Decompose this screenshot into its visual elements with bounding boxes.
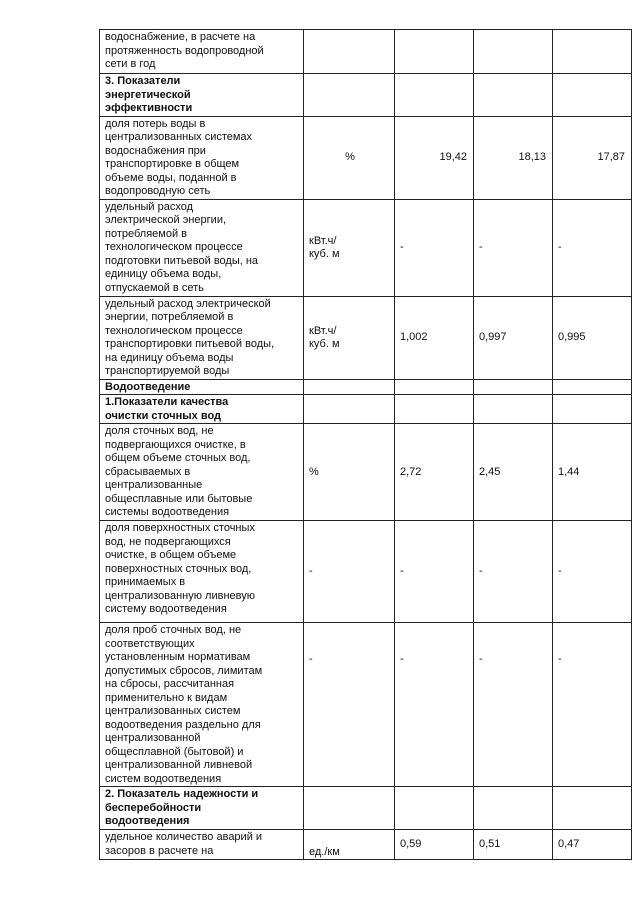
value-cell: 1,002 — [395, 296, 474, 379]
indicators-document — [99, 29, 625, 860]
value-cell: - — [553, 623, 632, 787]
value-cell — [553, 74, 632, 117]
value-cell — [553, 787, 632, 830]
unit-cell: ед./км — [304, 830, 395, 860]
section-heading: 2. Показатель надежности и бесперебойности водоотведения — [100, 787, 304, 830]
value-cell: 18,13 — [474, 116, 553, 199]
value-cell — [474, 379, 553, 395]
section-heading: Водоотведение — [100, 379, 304, 395]
table-row — [100, 521, 632, 623]
section-heading: 3. Показатели энергетической эффективности — [100, 74, 304, 117]
value-cell: - — [553, 199, 632, 296]
value-cell — [553, 30, 632, 74]
table-row — [100, 296, 632, 379]
unit-cell — [304, 74, 395, 117]
section-heading-row — [100, 395, 632, 424]
value-cell: 0,997 — [474, 296, 553, 379]
value-cell: 0,995 — [553, 296, 632, 379]
unit-cell: - — [304, 623, 395, 787]
unit-cell: % — [304, 424, 395, 521]
section-heading: 1.Показатели качества очистки сточных вод — [100, 395, 304, 424]
value-cell: - — [553, 521, 632, 623]
table-row — [100, 116, 632, 199]
value-cell: 0,51 — [474, 830, 553, 860]
value-cell — [395, 379, 474, 395]
indicator-label: доля поверхностных сточных вод, не подвергающихся очистке, в общем объеме поверхностных сточных вод, принимаемых в централизованную ливневую систему водоотведения — [100, 521, 304, 623]
value-cell: 0,59 — [395, 830, 474, 860]
unit-cell — [304, 379, 395, 395]
unit-cell: % — [304, 116, 395, 199]
unit-cell: кВт.ч/ куб. м — [304, 296, 395, 379]
value-cell: - — [395, 199, 474, 296]
value-cell: - — [474, 623, 553, 787]
section-heading-row — [100, 379, 632, 395]
value-cell — [395, 30, 474, 74]
value-cell — [553, 395, 632, 424]
indicator-label: удельный расход электрической энергии, потребляемой в технологическом процессе подготовки питьевой воды, на единицу объема воды, отпускаемой в сеть — [100, 199, 304, 296]
indicator-label: удельное количество аварий и засоров в расчете на — [100, 830, 304, 860]
indicator-label: удельный расход электрической энергии, потребляемой в технологическом процессе транспортировки питьевой воды, на единицу объема воды транспортируемой воды — [100, 296, 304, 379]
table-row — [100, 30, 632, 74]
value-cell: 17,87 — [553, 116, 632, 199]
table-row — [100, 623, 632, 787]
value-cell — [395, 395, 474, 424]
unit-cell — [304, 30, 395, 74]
table-row — [100, 424, 632, 521]
value-cell — [553, 379, 632, 395]
section-heading-row — [100, 787, 632, 830]
unit-cell: - — [304, 521, 395, 623]
indicator-label: доля проб сточных вод, не соответствующих установленным нормативам допустимых сбросов, лимитам на сбросы, рассчитанная применительно к видам централизованных систем водоотведения раздельно для централизованной общесплавной (бытовой) и централизованной ливневой систем водоотведения — [100, 623, 304, 787]
value-cell: 2,45 — [474, 424, 553, 521]
value-cell: - — [474, 521, 553, 623]
value-cell: - — [474, 199, 553, 296]
table-row — [100, 199, 632, 296]
indicator-label: доля сточных вод, не подвергающихся очистке, в общем объеме сточных вод, сбрасываемых в централизованные общесплавные или бытовые системы водоотведения — [100, 424, 304, 521]
indicators-table — [99, 29, 632, 860]
value-cell — [395, 787, 474, 830]
value-cell — [474, 395, 553, 424]
value-cell — [474, 787, 553, 830]
indicator-label: водоснабжение, в расчете на протяженность водопроводной сети в год — [100, 30, 304, 74]
value-cell — [395, 74, 474, 117]
value-cell: 19,42 — [395, 116, 474, 199]
indicator-label: доля потерь воды в централизованных системах водоснабжения при транспортировке в общем объеме воды, поданной в водопроводную сеть — [100, 116, 304, 199]
table-row — [100, 830, 632, 860]
unit-cell: кВт.ч/ куб. м — [304, 199, 395, 296]
unit-cell — [304, 395, 395, 424]
value-cell: - — [395, 623, 474, 787]
value-cell — [474, 74, 553, 117]
value-cell — [474, 30, 553, 74]
value-cell: 2,72 — [395, 424, 474, 521]
unit-cell — [304, 787, 395, 830]
section-heading-row — [100, 74, 632, 117]
value-cell: 0,47 — [553, 830, 632, 860]
value-cell: - — [395, 521, 474, 623]
value-cell: 1,44 — [553, 424, 632, 521]
